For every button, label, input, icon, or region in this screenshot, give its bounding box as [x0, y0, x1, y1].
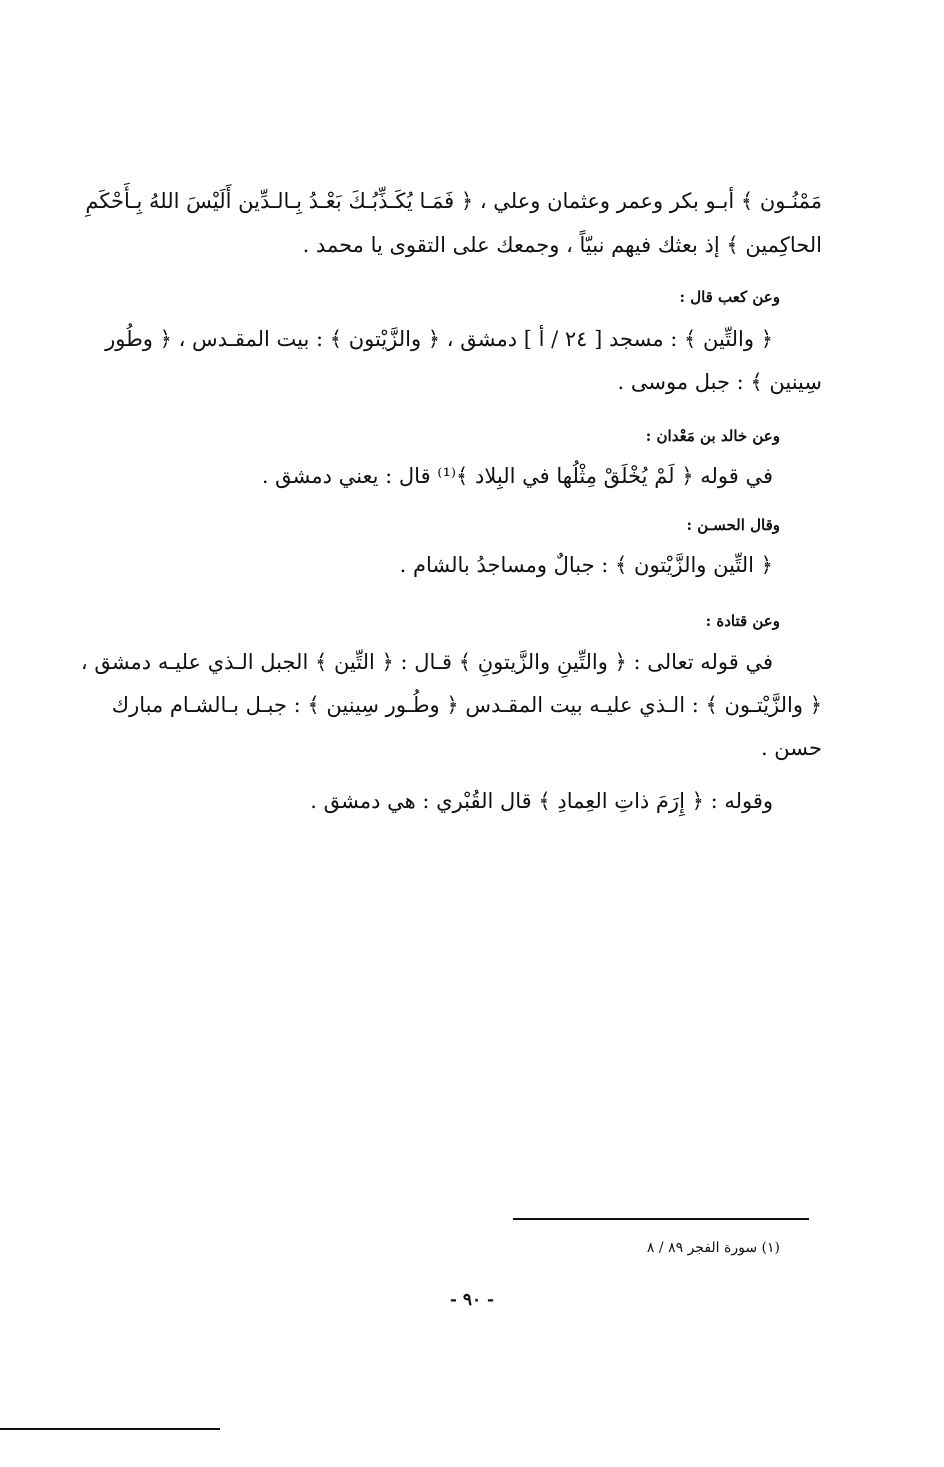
section-heading-khalid: وعن خالد بن مَعْدان :: [645, 427, 780, 445]
bottom-edge-rule: [0, 1428, 220, 1430]
body-line-2: الحاكِمين ﴾ إذ بعثك فيهم نبيّاً ، وجمعك على التقوى يا محمد .: [302, 233, 822, 257]
hasan-line-1: ﴿ التِّين والزَّيْتون ﴾ : جبالٌ ومساجدُ بالشام .: [399, 553, 773, 577]
page-number: - ٩٠ -: [449, 1290, 495, 1310]
kaab-line-1: ﴿ والتِّين ﴾ : مسجد [ ٢٤ / أ ] دمشق ، ﴿ والزَّيْتون ﴾ : بيت المقـدس ، ﴿ وطُور: [105, 327, 773, 351]
qatada-line-2: ﴿ والزَّيْتـون ﴾ : الـذي عليـه بيت المقـدس ﴿ وطُـور سِينين ﴾ : جبـل بـالشـام مبارك: [111, 693, 822, 717]
qatada-line-1: في قوله تعالى : ﴿ والتِّينِ والزَّيتونِ ﴾ قـال : ﴿ التِّين ﴾ الجبل الـذي عليـه دمشق ،: [80, 650, 773, 674]
footnote: (١) سورة الفجر ٨٩ / ٨: [646, 1240, 780, 1256]
khalid-line-1: في قوله ﴿ لَمْ يُخْلَقْ مِثْلُها في البِلاد ﴾⁽¹⁾ قال : يعني دمشق .: [261, 464, 773, 488]
section-heading-kaab: وعن كعب قال :: [679, 288, 780, 306]
kaab-line-2: سِينين ﴾ : جبل موسى .: [617, 370, 822, 394]
body-line-1: مَمْنُـون ﴾ أبـو بكر وعمر وعثمان وعلي ، ﴿ فَمَـا يُكَـذِّبُـكَ بَعْـدُ بِـالـدِّين أَلَيْسَ اللهُ بِـأَحْكَمِ: [85, 189, 822, 213]
section-heading-hasan: وقال الحسـن :: [686, 516, 780, 534]
iram-line: وقوله : ﴿ إِرَمَ ذاتِ العِمادِ ﴾ قال القُبْري : هي دمشق .: [310, 789, 773, 813]
section-heading-qatada: وعن قتادة :: [705, 612, 780, 630]
footnote-divider: [513, 1218, 809, 1220]
qatada-line-3: حسن .: [760, 736, 822, 760]
